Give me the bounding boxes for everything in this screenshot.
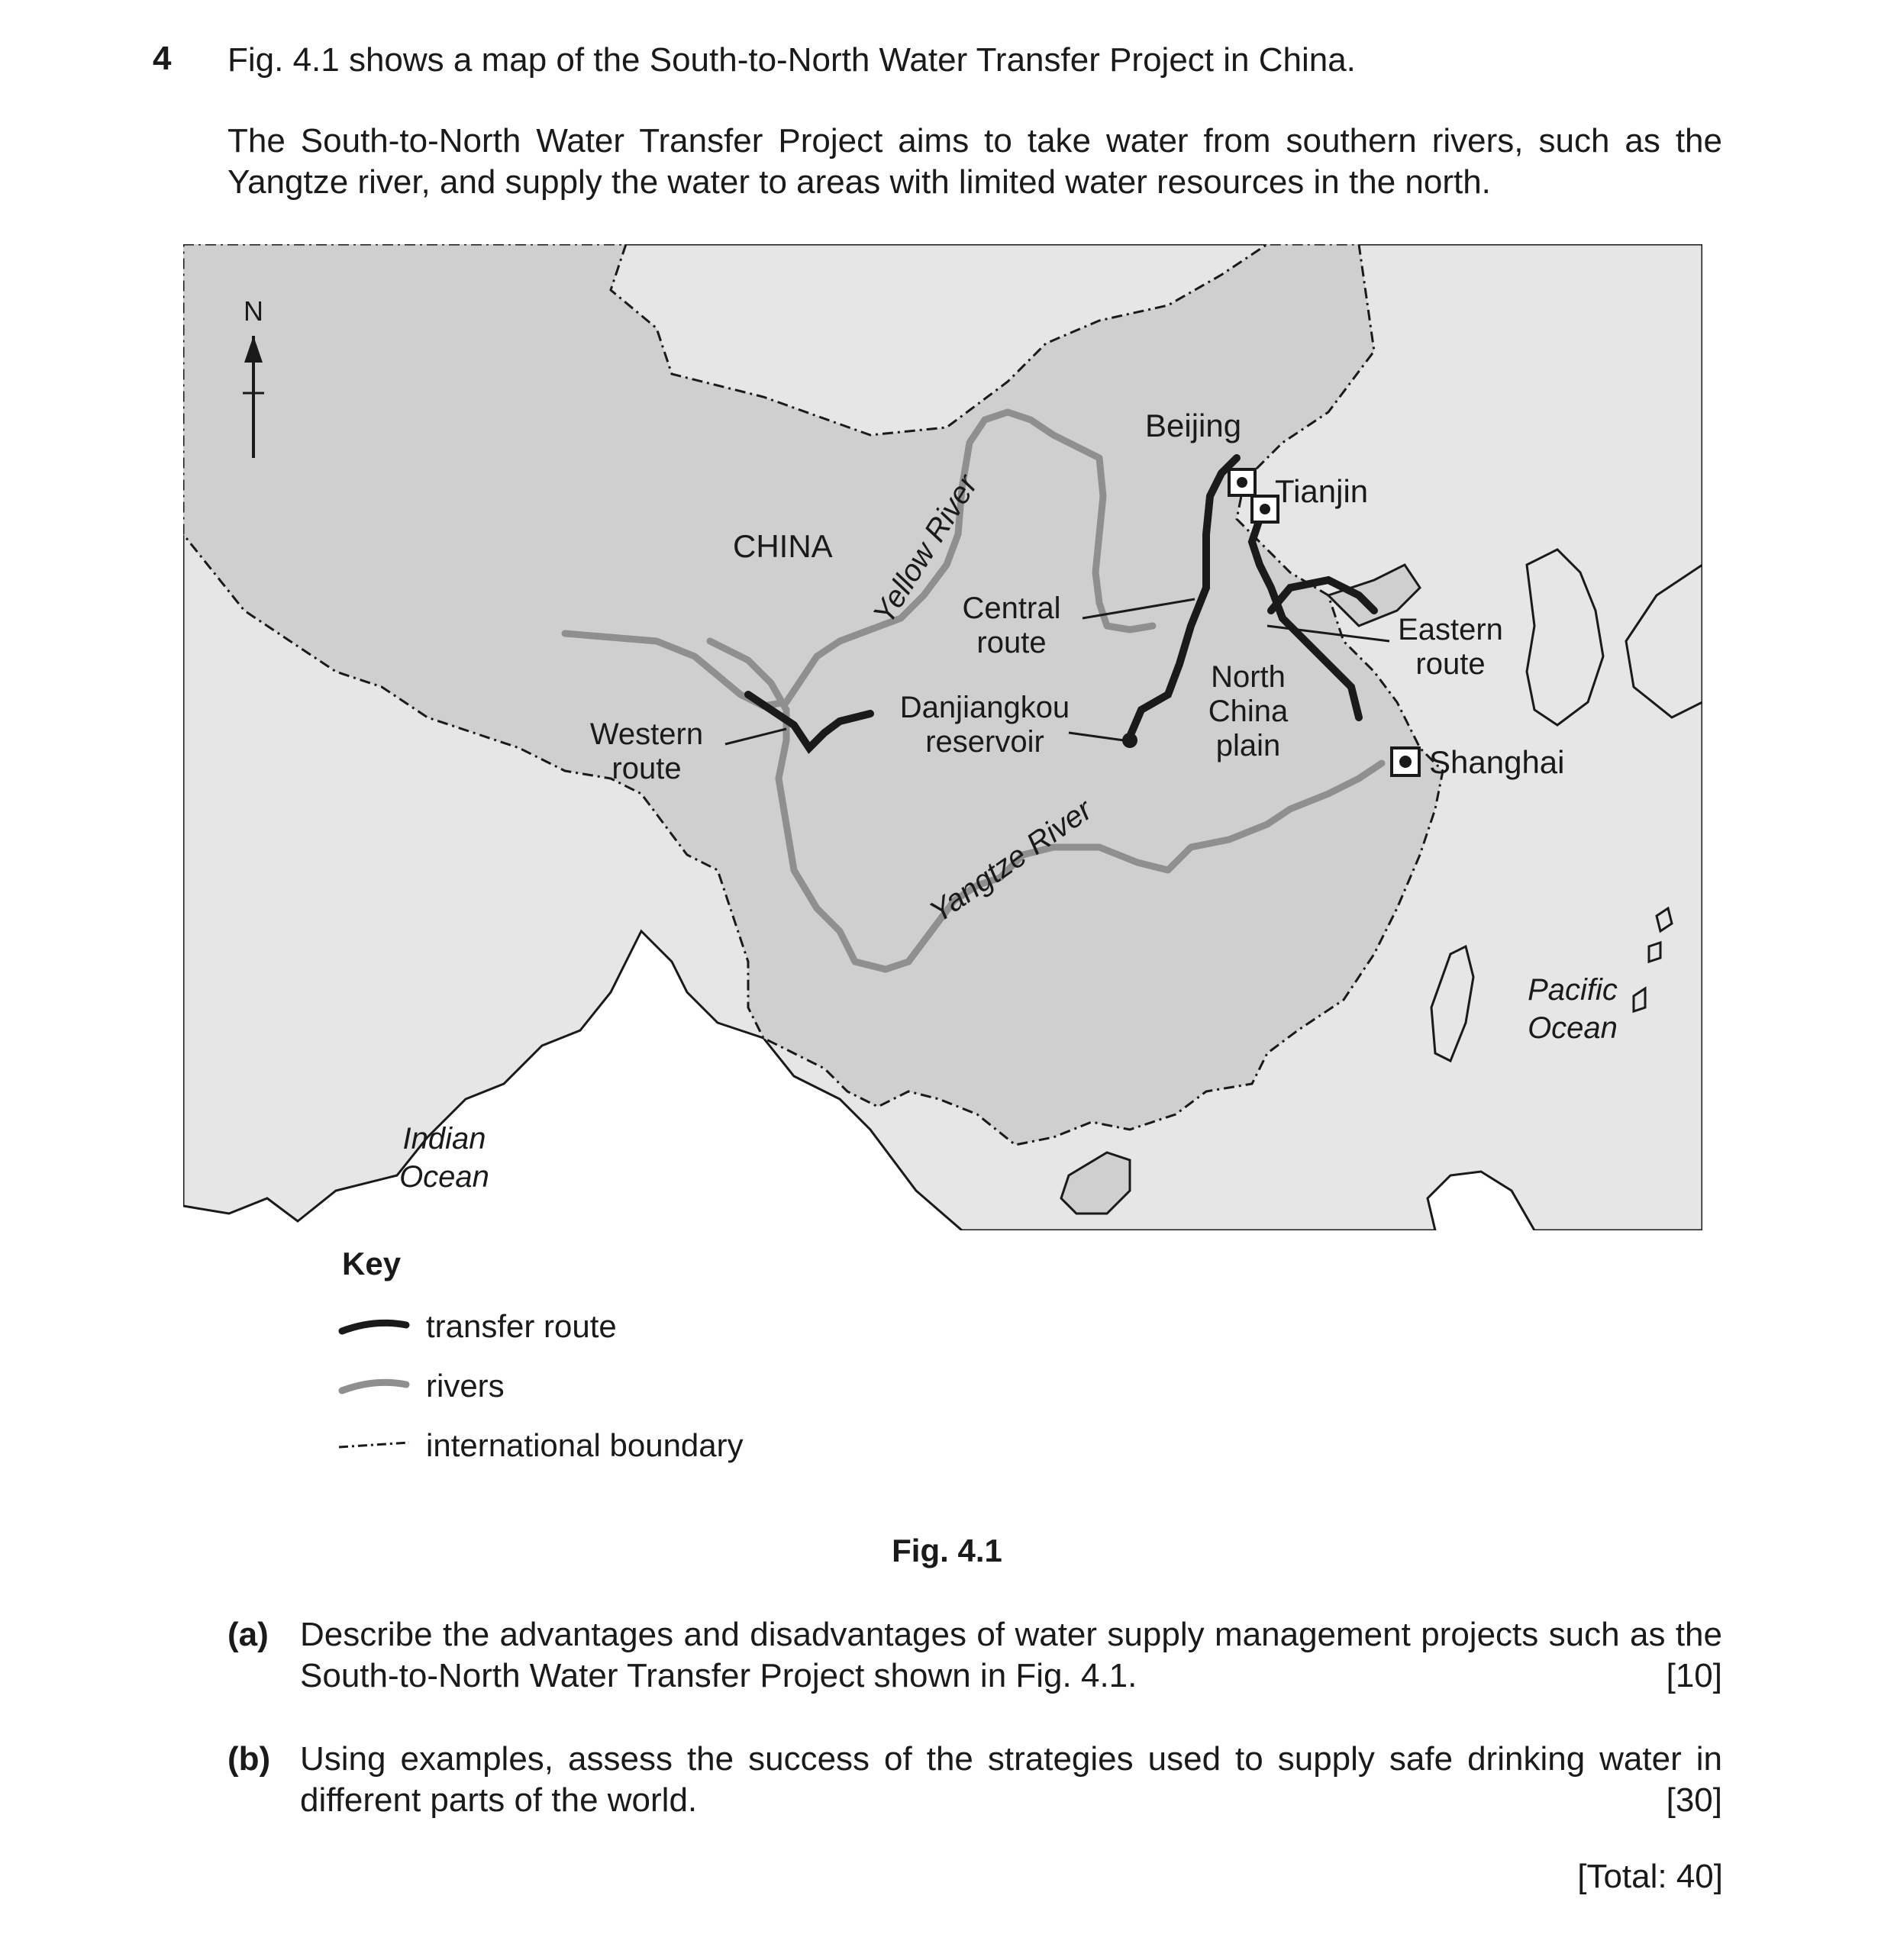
- western-route-label-2: route: [611, 752, 682, 785]
- tianjin-marker: [1252, 496, 1278, 522]
- plain-label-1: North: [1211, 660, 1286, 694]
- part-b-marks: [30]: [1666, 1781, 1722, 1819]
- intro-text-2: The South-to-North Water Transfer Project aims to take water from southern rivers, such as the Yangtze river, and supply the water to areas with limited water resources in the north.: [227, 122, 1722, 201]
- reservoir-label-1: Danjiangkou: [899, 691, 1070, 724]
- key-title: Key: [342, 1246, 402, 1281]
- part-a-label: (a): [227, 1616, 269, 1653]
- central-route-label-2: route: [976, 626, 1047, 659]
- part-a: [227, 1614, 1722, 1697]
- part-b: [227, 1739, 1722, 1821]
- pacific-label-1: Pacific: [1528, 973, 1618, 1007]
- china-label: CHINA: [733, 528, 833, 564]
- central-route-label-1: Central: [962, 592, 1061, 625]
- key-label-rivers: rivers: [426, 1368, 505, 1404]
- indian-label-2: Ocean: [399, 1160, 489, 1194]
- key-label-boundary: international boundary: [426, 1427, 744, 1463]
- part-b-text: Using examples, assess the success of the strategies used to supply safe drinking water in different parts of the world.: [300, 1740, 1722, 1819]
- small-island: [1649, 943, 1660, 962]
- eastern-route-label-1: Eastern: [1398, 613, 1503, 646]
- pacific-label-2: Ocean: [1528, 1011, 1618, 1045]
- intro-text-1: Fig. 4.1 shows a map of the South-to-North Water Transfer Project in China.: [227, 41, 1356, 79]
- key-label-transfer-route: transfer route: [426, 1308, 617, 1344]
- boundary-swatch: [336, 1430, 412, 1461]
- plain-label-3: plain: [1215, 729, 1281, 762]
- reservoir-label-2: reservoir: [925, 725, 1044, 759]
- key-item-transfer-route: [336, 1304, 617, 1349]
- eastern-route-label-2: route: [1415, 647, 1486, 681]
- question-number: 4: [153, 40, 172, 77]
- western-route-label-1: Western: [589, 717, 704, 751]
- part-a-marks: [10]: [1666, 1657, 1722, 1694]
- total-marks: [Total: 40]: [1577, 1858, 1723, 1895]
- transfer-route-swatch: [336, 1311, 412, 1342]
- indian-label-1: Indian: [402, 1122, 486, 1156]
- tianjin-label: Tianjin: [1275, 473, 1369, 509]
- beijing-label: Beijing: [1145, 408, 1242, 443]
- figure-caption: Fig. 4.1: [892, 1533, 1002, 1568]
- plain-label-2: China: [1208, 695, 1289, 728]
- shanghai-marker: [1392, 748, 1419, 775]
- shanghai-label: Shanghai: [1429, 744, 1565, 780]
- rivers-swatch: [336, 1371, 412, 1401]
- part-a-text: Describe the advantages and disadvantages of water supply management projects such as the South-to-North Water Transfer Project shown in Fig. 4.1.: [300, 1616, 1722, 1694]
- figure-map: [183, 244, 1702, 1230]
- part-b-label: (b): [227, 1740, 271, 1778]
- beijing-marker: [1229, 469, 1255, 495]
- key-item-boundary: [336, 1423, 744, 1468]
- yangtze-river-label: Yangtze River: [923, 792, 1099, 930]
- key-item-rivers: [336, 1363, 505, 1409]
- yellow-river-label: Yellow River: [866, 469, 985, 630]
- map-svg: [183, 244, 1702, 1230]
- north-label: N: [244, 295, 263, 327]
- reservoir-dot: [1122, 733, 1137, 748]
